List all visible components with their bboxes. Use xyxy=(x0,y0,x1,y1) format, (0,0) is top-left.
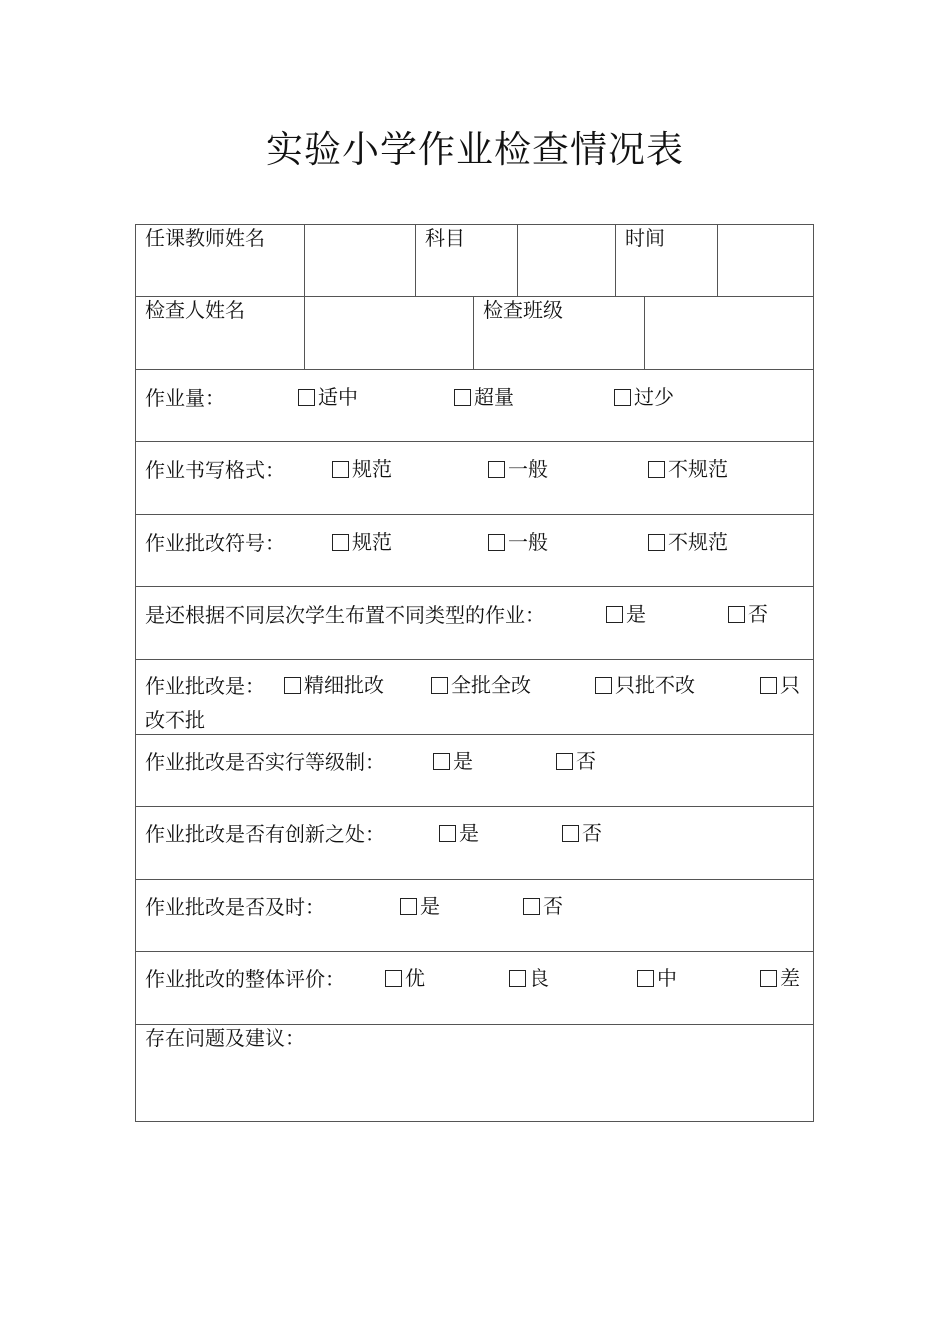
checkbox[interactable] xyxy=(439,825,456,842)
teacher-label-cell xyxy=(136,225,305,296)
checkbox[interactable] xyxy=(556,753,573,770)
option-no[interactable]: 否 xyxy=(556,749,596,773)
inspector-name-field[interactable] xyxy=(305,297,474,369)
marking-method-label: 作业批改是： xyxy=(145,674,265,698)
checkbox[interactable] xyxy=(332,534,349,551)
option-nonstandard[interactable]: 不规范 xyxy=(648,530,728,554)
row-writing-format xyxy=(136,442,813,515)
option-standard[interactable]: 规范 xyxy=(332,457,392,481)
row-suggestions[interactable] xyxy=(136,1025,813,1123)
option-full-marking[interactable]: 全批全改 xyxy=(431,673,531,697)
checkbox[interactable] xyxy=(488,461,505,478)
option-detailed-marking[interactable]: 精细批改 xyxy=(284,673,384,697)
suggestions-label: 存在问题及建议： xyxy=(145,1026,305,1050)
option-nonstandard[interactable]: 不规范 xyxy=(648,457,728,481)
option-yes[interactable]: 是 xyxy=(439,821,479,845)
row-homework-amount xyxy=(136,370,813,442)
checkbox[interactable] xyxy=(488,534,505,551)
row-innovation xyxy=(136,807,813,880)
row-layered-assignment xyxy=(136,587,813,660)
option-too-little[interactable]: 过少 xyxy=(614,385,674,409)
option-poor[interactable]: 差 xyxy=(760,966,800,990)
option-excellent[interactable]: 优 xyxy=(385,966,425,990)
option-no[interactable]: 否 xyxy=(728,602,768,626)
checkbox[interactable] xyxy=(332,461,349,478)
row-grading-system xyxy=(136,735,813,807)
checkbox[interactable] xyxy=(385,970,402,987)
checkbox[interactable] xyxy=(454,389,471,406)
grading-system-label: 作业批改是否实行等级制： xyxy=(145,750,385,774)
checkbox[interactable] xyxy=(562,825,579,842)
option-average[interactable]: 一般 xyxy=(488,457,548,481)
checkbox[interactable] xyxy=(431,677,448,694)
option-no[interactable]: 否 xyxy=(562,821,602,845)
row-teacher-subject-time xyxy=(136,225,813,297)
checkbox[interactable] xyxy=(606,606,623,623)
writing-format-label: 作业书写格式： xyxy=(145,458,285,482)
homework-amount-label: 作业量： xyxy=(145,386,225,410)
inspected-class-label: 检查班级 xyxy=(483,298,563,322)
teacher-name-field[interactable] xyxy=(305,225,416,296)
subject-field[interactable] xyxy=(518,225,616,296)
overall-evaluation-label: 作业批改的整体评价： xyxy=(145,967,345,991)
option-no[interactable]: 否 xyxy=(523,894,563,918)
row-timeliness xyxy=(136,880,813,952)
checkbox[interactable] xyxy=(728,606,745,623)
checkbox[interactable] xyxy=(509,970,526,987)
subject-label-cell xyxy=(416,225,518,296)
inspected-class-field[interactable] xyxy=(645,297,813,369)
option-correct-no-mark[interactable]: 只 xyxy=(760,673,800,697)
option-mark-no-correct[interactable]: 只批不改 xyxy=(595,673,695,697)
option-yes[interactable]: 是 xyxy=(606,602,646,626)
option-standard[interactable]: 规范 xyxy=(332,530,392,554)
row-overall-evaluation xyxy=(136,952,813,1025)
checkbox[interactable] xyxy=(298,389,315,406)
time-label-cell xyxy=(616,225,718,296)
page-title: 实验小学作业检查情况表 xyxy=(266,128,684,171)
subject-label: 科目 xyxy=(425,226,465,250)
inspection-form xyxy=(135,224,814,1122)
checkbox[interactable] xyxy=(760,970,777,987)
checkbox[interactable] xyxy=(637,970,654,987)
teacher-name-label: 任课教师姓名 xyxy=(145,226,265,250)
time-label: 时间 xyxy=(625,226,665,250)
layered-assignment-label: 是还根据不同层次学生布置不同类型的作业： xyxy=(145,603,545,627)
option-moderate[interactable]: 适中 xyxy=(298,385,358,409)
row-marking-symbols xyxy=(136,515,813,587)
checkbox[interactable] xyxy=(400,898,417,915)
option-yes[interactable]: 是 xyxy=(433,749,473,773)
option-excessive[interactable]: 超量 xyxy=(454,385,514,409)
checkbox[interactable] xyxy=(760,677,777,694)
time-field[interactable] xyxy=(718,225,813,296)
checkbox[interactable] xyxy=(523,898,540,915)
checkbox[interactable] xyxy=(614,389,631,406)
innovation-label: 作业批改是否有创新之处： xyxy=(145,822,385,846)
checkbox[interactable] xyxy=(648,461,665,478)
checkbox[interactable] xyxy=(433,753,450,770)
option-yes[interactable]: 是 xyxy=(400,894,440,918)
checkbox[interactable] xyxy=(595,677,612,694)
class-label-cell xyxy=(474,297,645,369)
inspector-name-label: 检查人姓名 xyxy=(145,298,245,322)
row-inspector-class xyxy=(136,297,813,370)
checkbox[interactable] xyxy=(648,534,665,551)
timeliness-label: 作业批改是否及时： xyxy=(145,895,325,919)
row-marking-method xyxy=(136,660,813,735)
checkbox[interactable] xyxy=(284,677,301,694)
option-correct-no-mark-continued: 改不批 xyxy=(145,708,205,732)
option-fair[interactable]: 中 xyxy=(637,966,677,990)
option-average[interactable]: 一般 xyxy=(488,530,548,554)
inspector-label-cell xyxy=(136,297,305,369)
option-good[interactable]: 良 xyxy=(509,966,549,990)
marking-symbols-label: 作业批改符号： xyxy=(145,531,285,555)
